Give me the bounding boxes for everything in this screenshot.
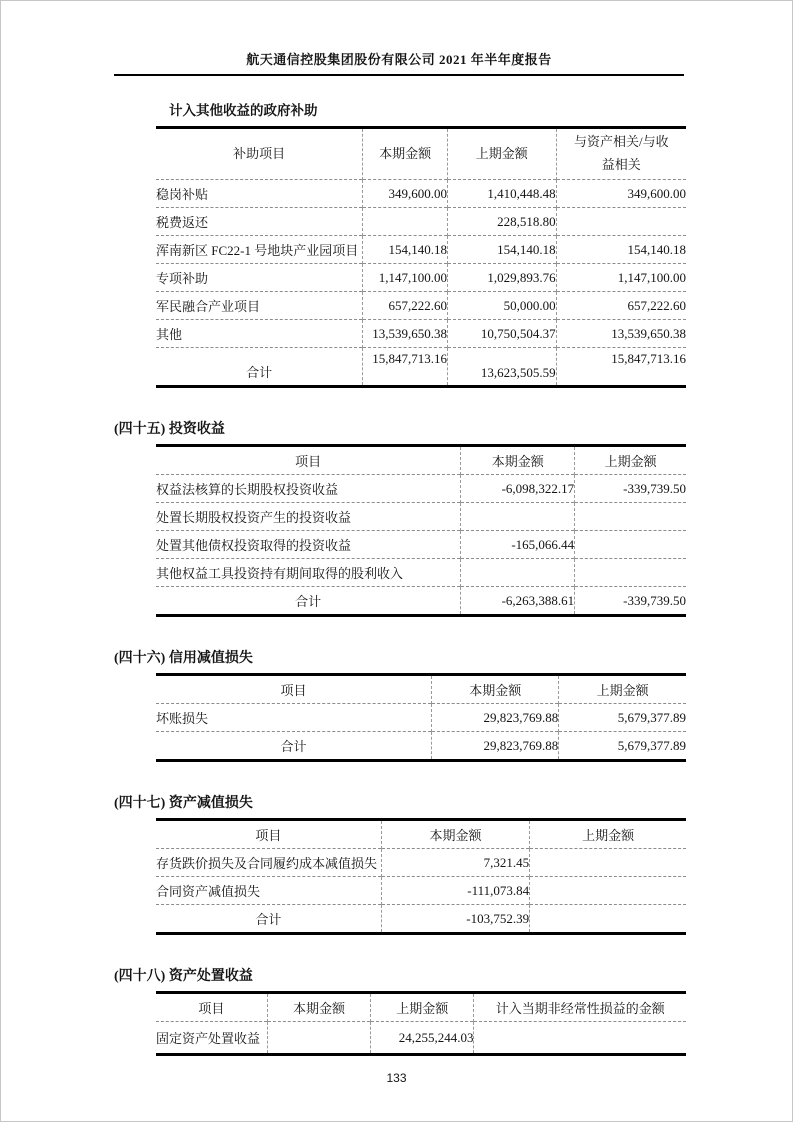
section-heading-46: (四十六) 信用减值损失 bbox=[114, 651, 253, 666]
column-header: 本期金额 bbox=[432, 675, 559, 704]
amount-cell bbox=[461, 559, 575, 587]
column-header: 项目 bbox=[255, 828, 282, 843]
page-content bbox=[114, 99, 684, 1056]
amount-cell: 657,222.60 bbox=[556, 292, 686, 320]
amount-cell: 1,147,100.00 bbox=[556, 264, 686, 292]
government-subsidy-table bbox=[156, 126, 686, 388]
item-label-cell: 税费返还 bbox=[156, 215, 209, 230]
item-label-cell: 合同资产减值损失 bbox=[156, 884, 261, 899]
table-body bbox=[156, 1022, 686, 1055]
item-label-cell: 处置长期股权投资产生的投资收益 bbox=[156, 510, 352, 525]
amount-cell: 15,847,713.16 bbox=[556, 348, 686, 387]
column-header: 本期金额 bbox=[363, 128, 448, 180]
column-header: 项目 bbox=[198, 1001, 225, 1016]
amount-cell: -6,263,388.61 bbox=[461, 587, 575, 616]
amount-cell bbox=[575, 503, 686, 531]
amount-cell bbox=[575, 531, 686, 559]
asset-impairment-table bbox=[156, 818, 686, 935]
column-header: 上期金额 bbox=[575, 446, 686, 475]
header-row bbox=[156, 128, 686, 180]
table-head bbox=[156, 128, 686, 180]
amount-cell: 5,679,377.89 bbox=[559, 704, 686, 732]
amount-cell: -103,752.39 bbox=[381, 905, 529, 934]
amount-cell: 657,222.60 bbox=[363, 292, 448, 320]
table-row bbox=[156, 503, 686, 531]
table-row bbox=[156, 1022, 686, 1055]
amount-cell: 13,623,505.59 bbox=[447, 348, 556, 387]
column-header: 上期金额 bbox=[530, 820, 686, 849]
amount-cell bbox=[461, 503, 575, 531]
item-label-cell: 其他权益工具投资持有期间取得的股利收入 bbox=[156, 566, 404, 581]
item-label-cell: 专项补助 bbox=[156, 271, 209, 286]
item-label-cell: 固定资产处置收益 bbox=[156, 1031, 261, 1046]
amount-cell: -339,739.50 bbox=[575, 587, 686, 616]
amount-cell bbox=[267, 1022, 370, 1055]
total-row bbox=[156, 348, 686, 387]
item-label-cell: 存货跌价损失及合同履约成本减值损失 bbox=[156, 856, 378, 871]
table-row bbox=[156, 704, 686, 732]
column-header: 与资产相关/与收益相关 bbox=[556, 128, 686, 180]
amount-cell: 5,679,377.89 bbox=[559, 732, 686, 761]
total-row bbox=[156, 905, 686, 934]
table-row bbox=[156, 849, 686, 877]
section-heading-47: (四十七) 资产减值损失 bbox=[114, 796, 253, 811]
amount-cell: 50,000.00 bbox=[447, 292, 556, 320]
column-header: 上期金额 bbox=[447, 128, 556, 180]
item-label-cell: 合计 bbox=[246, 365, 273, 380]
total-row bbox=[156, 732, 686, 761]
amount-cell: -339,739.50 bbox=[575, 475, 686, 503]
column-header: 本期金额 bbox=[267, 993, 370, 1022]
item-label-cell: 合计 bbox=[255, 912, 282, 927]
amount-cell bbox=[530, 849, 686, 877]
item-label-cell: 权益法核算的长期股权投资收益 bbox=[156, 482, 339, 497]
amount-cell bbox=[575, 559, 686, 587]
amount-cell: 154,140.18 bbox=[363, 236, 448, 264]
column-header: 上期金额 bbox=[371, 993, 474, 1022]
subsidy-table-title: 计入其他收益的政府补助 bbox=[169, 103, 318, 118]
table-body bbox=[156, 704, 686, 761]
asset-disposal-income-table bbox=[156, 991, 686, 1056]
amount-cell: 154,140.18 bbox=[556, 236, 686, 264]
column-header: 本期金额 bbox=[461, 446, 575, 475]
amount-cell: 349,600.00 bbox=[556, 180, 686, 208]
table-row bbox=[156, 559, 686, 587]
table-row bbox=[156, 292, 686, 320]
amount-cell: 154,140.18 bbox=[447, 236, 556, 264]
page-number: 133 bbox=[386, 1071, 407, 1085]
section-heading-48: (四十八) 资产处置收益 bbox=[114, 969, 253, 984]
table-row bbox=[156, 208, 686, 236]
item-label-cell: 合计 bbox=[280, 739, 307, 754]
header-row bbox=[156, 820, 686, 849]
amount-cell: 13,539,650.38 bbox=[556, 320, 686, 348]
header-row bbox=[156, 446, 686, 475]
amount-cell: 1,147,100.00 bbox=[363, 264, 448, 292]
item-label-cell: 浑南新区 FC22-1 号地块产业园项目 bbox=[156, 243, 359, 258]
amount-cell: 7,321.45 bbox=[381, 849, 529, 877]
table-row bbox=[156, 531, 686, 559]
item-label-cell: 坏账损失 bbox=[156, 711, 209, 726]
table-body bbox=[156, 849, 686, 934]
amount-cell: -165,066.44 bbox=[461, 531, 575, 559]
amount-cell: -111,073.84 bbox=[381, 877, 529, 905]
total-row bbox=[156, 587, 686, 616]
table-body bbox=[156, 180, 686, 387]
page-header-title: 航天通信控股集团股份有限公司 2021 年半年度报告 bbox=[114, 1, 684, 76]
amount-cell: 1,410,448.48 bbox=[447, 180, 556, 208]
column-header: 补助项目 bbox=[233, 145, 286, 161]
amount-cell bbox=[530, 905, 686, 934]
amount-cell: 349,600.00 bbox=[363, 180, 448, 208]
table-row bbox=[156, 236, 686, 264]
item-label-cell: 合计 bbox=[295, 594, 322, 609]
amount-cell bbox=[474, 1022, 686, 1055]
amount-cell: 29,823,769.88 bbox=[432, 704, 559, 732]
column-header: 项目 bbox=[295, 454, 322, 469]
table-row bbox=[156, 320, 686, 348]
item-label-cell: 军民融合产业项目 bbox=[156, 299, 261, 314]
header-row bbox=[156, 993, 686, 1022]
table-head bbox=[156, 675, 686, 704]
table-head bbox=[156, 993, 686, 1022]
table-row bbox=[156, 475, 686, 503]
table-body bbox=[156, 475, 686, 616]
amount-cell: 1,029,893.76 bbox=[447, 264, 556, 292]
column-header: 项目 bbox=[280, 683, 307, 698]
amount-cell: 29,823,769.88 bbox=[432, 732, 559, 761]
item-label-cell: 其他 bbox=[156, 327, 183, 342]
credit-impairment-table bbox=[156, 673, 686, 762]
amount-cell: 24,255,244.03 bbox=[371, 1022, 474, 1055]
table-row bbox=[156, 877, 686, 905]
table-head bbox=[156, 446, 686, 475]
amount-cell bbox=[530, 877, 686, 905]
amount-cell: 15,847,713.16 bbox=[363, 348, 448, 387]
table-head bbox=[156, 820, 686, 849]
section-heading-45: (四十五) 投资收益 bbox=[114, 422, 225, 437]
investment-income-table bbox=[156, 444, 686, 617]
table-row bbox=[156, 180, 686, 208]
column-header: 本期金额 bbox=[381, 820, 529, 849]
amount-cell: -6,098,322.17 bbox=[461, 475, 575, 503]
amount-cell: 228,518.80 bbox=[447, 208, 556, 236]
amount-cell: 10,750,504.37 bbox=[447, 320, 556, 348]
amount-cell: 13,539,650.38 bbox=[363, 320, 448, 348]
item-label-cell: 处置其他债权投资取得的投资收益 bbox=[156, 538, 352, 553]
item-label-cell: 稳岗补贴 bbox=[156, 187, 209, 202]
table-row bbox=[156, 264, 686, 292]
amount-cell bbox=[556, 208, 686, 236]
column-header: 计入当期非经常性损益的金额 bbox=[474, 993, 686, 1022]
header-row bbox=[156, 675, 686, 704]
column-header: 上期金额 bbox=[559, 675, 686, 704]
amount-cell bbox=[363, 208, 448, 236]
